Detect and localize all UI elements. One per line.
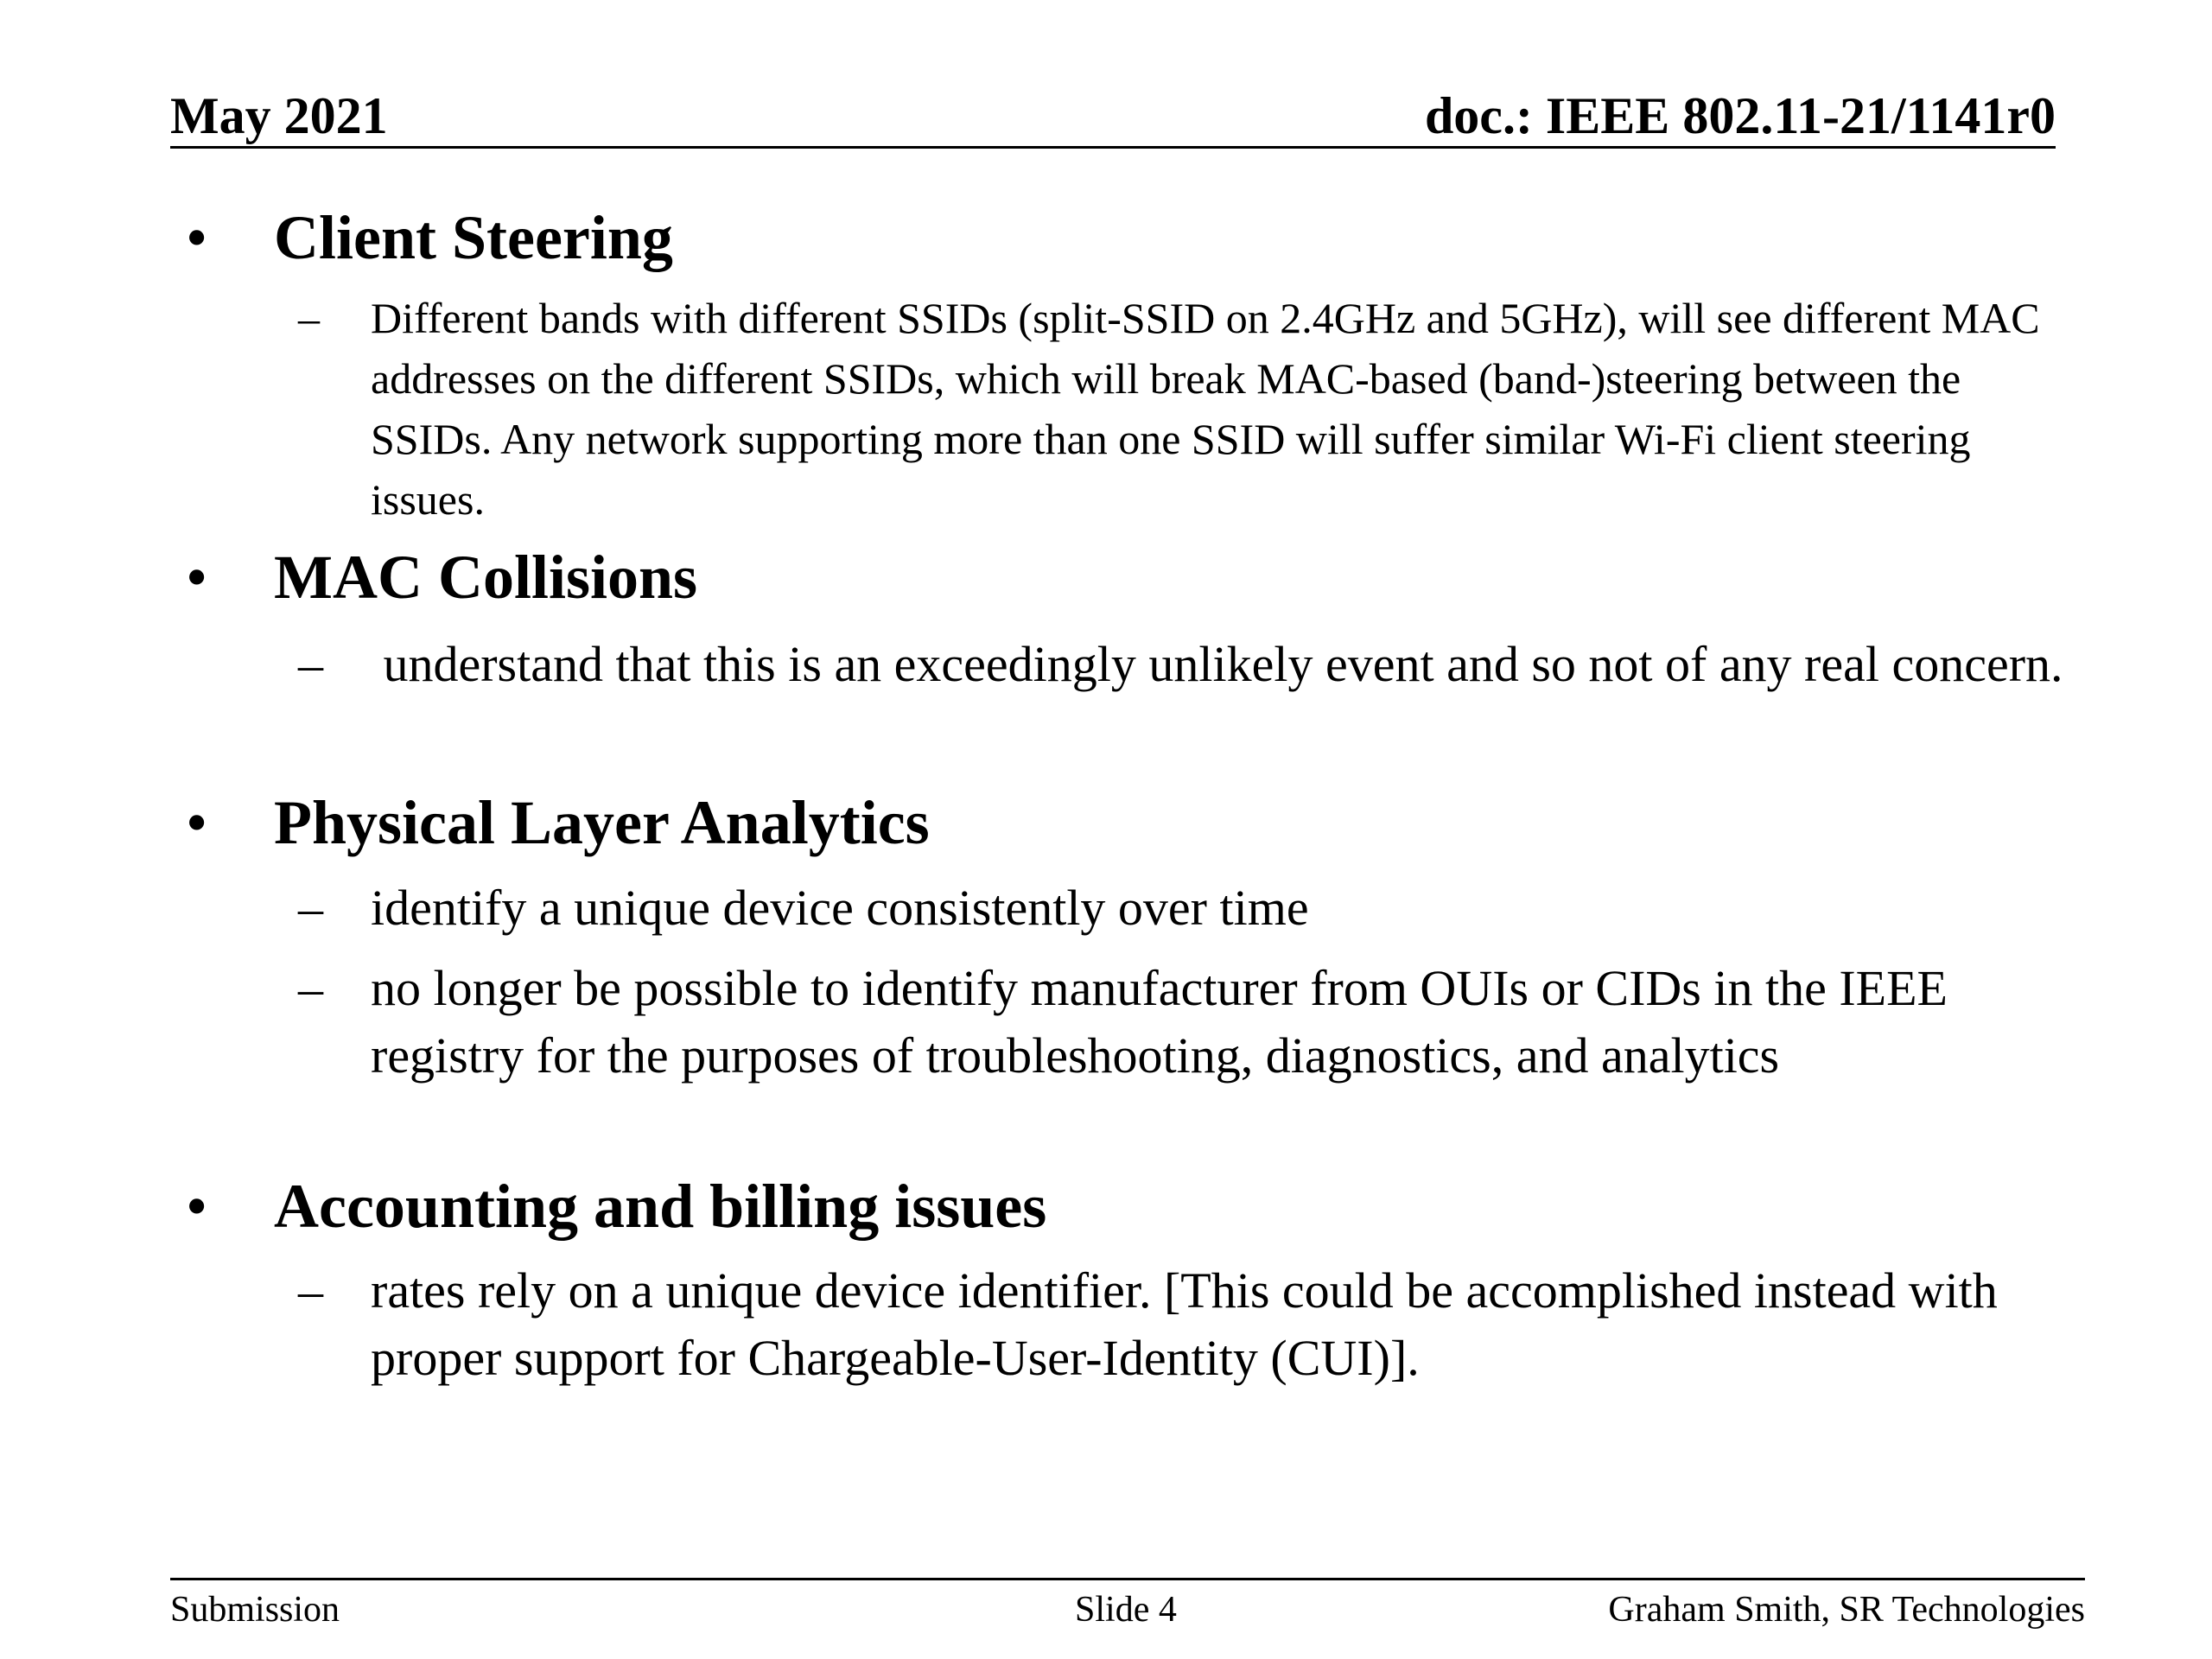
footer-author: Graham Smith, SR Technologies (1608, 1590, 2085, 1630)
sub-bullet-dash: – (298, 880, 323, 936)
footer-slide-number: Slide 4 (1075, 1590, 1177, 1630)
bullet-title-client-steering: Client Steering (274, 203, 673, 272)
bullet-dot: • (186, 788, 208, 857)
bullet-dot: • (186, 203, 208, 272)
sub-bullet-dash: – (298, 960, 323, 1016)
sub-bullet-dash: – (298, 636, 323, 692)
bullet-dot: • (186, 543, 208, 612)
header-date: May 2021 (170, 87, 388, 144)
sub-bullet-text: identify a unique device consistently over time (371, 880, 1309, 936)
bullet-title-physical-layer-analytics: Physical Layer Analytics (274, 788, 930, 857)
bullet-dot: • (186, 1172, 208, 1241)
sub-bullet-text: rates rely on a unique device identifier. [This could be accomplished instead with proper support for Chargeable-User-Identity (CUI)]. (371, 1262, 1998, 1386)
slide-footer (170, 1578, 2085, 1630)
sub-bullet-text: no longer be possible to identify manufacturer from OUIs or CIDs in the IEEE registry for the purposes of troubleshooting, diagnostics, and analytics (371, 960, 1948, 1084)
slide-header (170, 83, 2056, 149)
sub-bullet-dash: – (298, 1262, 323, 1319)
sub-bullet-text: understand that this is an exceedingly unlikely event and so not of any real concern. (371, 636, 2063, 692)
footer-submission: Submission (170, 1590, 340, 1630)
sub-bullet-text: Different bands with different SSIDs (split-SSID on 2.4GHz and 5GHz), will see different MAC addresses on the different SSIDs, which will break MAC-based (band-)steering between the SSIDs. Any network supporting more than one SSID will suffer similar Wi-Fi client steering issues. (371, 294, 2040, 524)
sub-bullet-dash: – (298, 294, 320, 342)
bullet-title-accounting-billing: Accounting and billing issues (274, 1172, 1047, 1241)
bullet-title-mac-collisions: MAC Collisions (274, 543, 698, 612)
header-doc-id: doc.: IEEE 802.11-21/1141r0 (1424, 87, 2056, 144)
